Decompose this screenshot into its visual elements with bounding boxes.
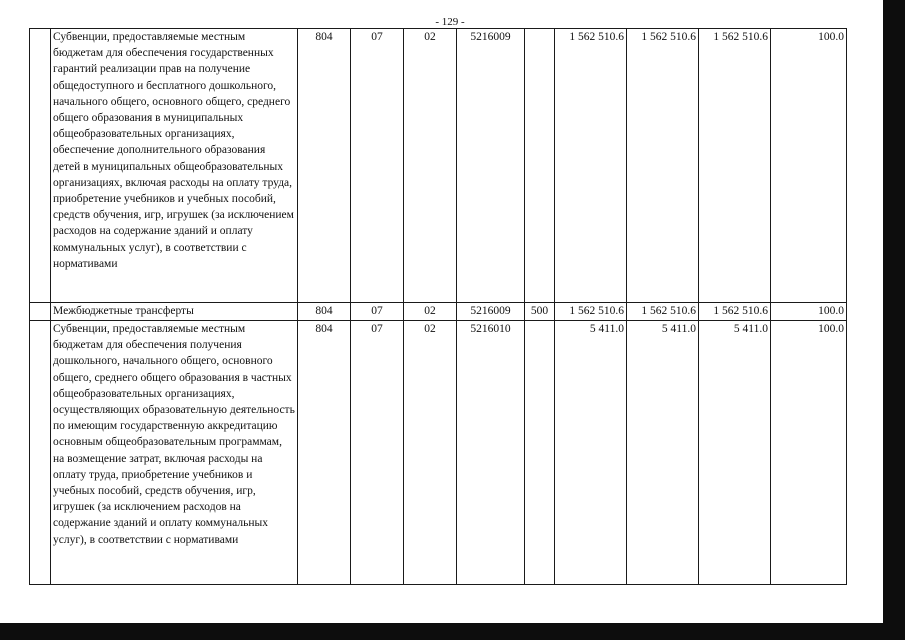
scan-border-bottom <box>0 623 905 640</box>
row-gutter-cell <box>30 303 51 321</box>
plan-amount-cell: 1 562 510.6 <box>555 303 627 321</box>
subsection-code-cell: 02 <box>404 321 457 585</box>
row-gutter-cell <box>30 321 51 585</box>
expense-type-cell <box>525 321 555 585</box>
subsection-code-cell: 02 <box>404 29 457 303</box>
subsection-code-cell: 02 <box>404 303 457 321</box>
percent-cell: 100.0 <box>771 29 847 303</box>
expense-name-cell: Межбюджетные трансферты <box>51 303 298 321</box>
executed-amount-cell: 1 562 510.6 <box>699 29 771 303</box>
expense-name-cell: Субвенции, предоставляемые местным бюджетам для обеспечения государственных гарантий реализации прав на получение общедоступного и бесплатного дошкольного, начального общего, основного общего, среднего общего образования в муниципальных общеобразовательных организациях, обеспечение дополнительного образования детей в муниципальных общеобразовательных организациях, включая расходы на оплату труда, приобретение учебников и учебных пособий, средств обучения, игр, игрушек (за исключением расходов на содержание зданий и оплату коммунальных услуг), в соответствии с нормативами <box>51 29 298 303</box>
page-number: - 129 - <box>435 16 465 28</box>
ministry-code-cell: 804 <box>298 321 351 585</box>
refined-amount-cell: 5 411.0 <box>627 321 699 585</box>
executed-amount-cell: 5 411.0 <box>699 321 771 585</box>
section-code-cell: 07 <box>351 321 404 585</box>
scan-border-right <box>883 0 905 640</box>
ministry-code-cell: 804 <box>298 303 351 321</box>
refined-amount-cell: 1 562 510.6 <box>627 29 699 303</box>
target-article-cell: 5216009 <box>457 29 525 303</box>
table-row <box>30 29 847 303</box>
executed-amount-cell: 1 562 510.6 <box>699 303 771 321</box>
expense-name-cell: Субвенции, предоставляемые местным бюджетам для обеспечения получения дошкольного, начального общего, основного общего, среднего общего образования в частных общеобразовательных организациях, осуществляющих образовательную деятельность по имеющим государственную аккредитацию основным общеобразовательным программам, на возмещение затрат, включая расходы на оплату труда, приобретение учебников и учебных пособий, средств обучения, игр, игрушек (за исключением расходов на содержание зданий и оплату коммунальных услуг), в соответствии с нормативами <box>51 321 298 585</box>
table-row <box>30 321 847 585</box>
refined-amount-cell: 1 562 510.6 <box>627 303 699 321</box>
ministry-code-cell: 804 <box>298 29 351 303</box>
expense-type-cell: 500 <box>525 303 555 321</box>
section-code-cell: 07 <box>351 303 404 321</box>
table-row <box>30 303 847 321</box>
expense-type-cell <box>525 29 555 303</box>
percent-cell: 100.0 <box>771 321 847 585</box>
plan-amount-cell: 5 411.0 <box>555 321 627 585</box>
budget-table <box>29 28 847 585</box>
percent-cell: 100.0 <box>771 303 847 321</box>
target-article-cell: 5216009 <box>457 303 525 321</box>
section-code-cell: 07 <box>351 29 404 303</box>
plan-amount-cell: 1 562 510.6 <box>555 29 627 303</box>
target-article-cell: 5216010 <box>457 321 525 585</box>
row-gutter-cell <box>30 29 51 303</box>
